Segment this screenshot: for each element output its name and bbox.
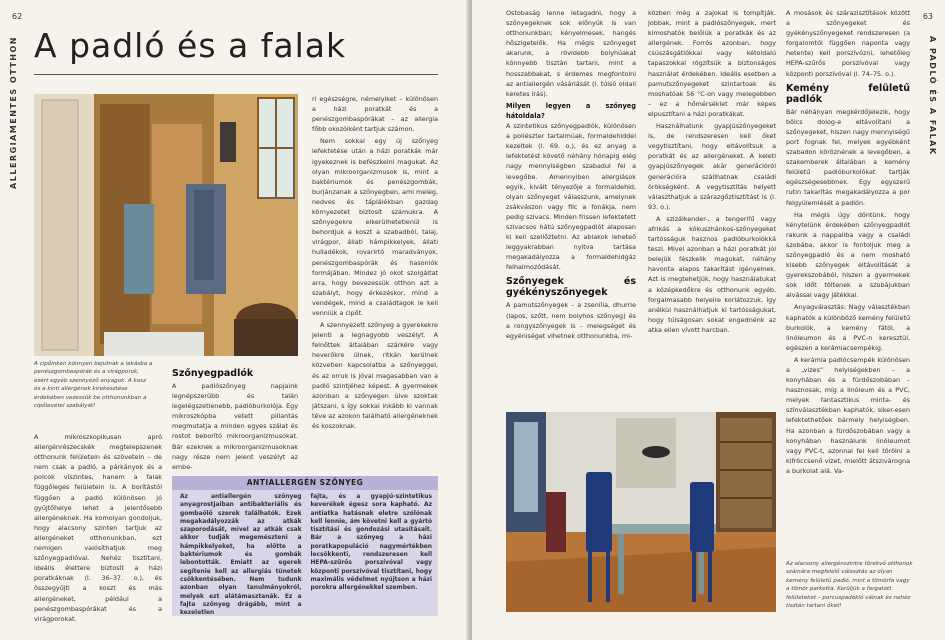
paragraph: A szizálkender-, a tengerifű vagy afrikás a kókuszhánkos-szőnyegeket tartósságuk hasznos padlóburkolókká teszi. Mivel azonban a házi poratkát jól belejük fészkelik magukat, néhány havonta alapos takarítást igényelnek. Azt is megtehetjük, hogy használatukat a középkedőkre és otthonunk egyéb, forgalmasabb helyeire korlátozzuk, így anélkül használhatjuk ki tartósságukat, hogy túlságosan sokat engednénk az atka ellen vívott harcban. xyxy=(648,214,776,334)
paragraph: Ha mégis úgy döntünk, hogy kénytelünk érdekében szőnyegpadlót rakunk a nappaliba vagy a családi szobába, akkor is fontoljuk meg a szőnyegpadló és a nem mosható kisebb szőnyegek eltávolítását a gyerekszobából, hiszen a gyermekek sok időt töltenek a szobájukban alvással vagy játékkal. xyxy=(786,210,910,300)
paragraph: Anyagválasztás: Nagy választékban kaphatók a különböző kemény felületű burkolók, a kemény fától, a linóleumon és a PVC-n keresztül, egészen a kerámiacsempékig. xyxy=(786,303,910,352)
paragraph: A szennyezett szőnyeg a gyerekekre jelenti a legnagyobb veszélyt. A felnőttek általában szárkére vagy heverőkre ülnek, ritkán kerülnek közvetlen kapcsolatba a szőnyeggel, és az orruk is jóval magasabban van a padló szintjéhez képest. A gyermekek azonban a szőnyegen ülve szoktak játszani, s így sokkal inkább ki vannak téve az azokon található allergéneknek és koszoknak. xyxy=(312,321,438,430)
right-col-2 xyxy=(648,8,776,337)
paragraph: Használhatunk gyapjúszőnyegeket is, de rendszeresen kell őket vegytisztítani, hogy eltávolítsuk a poratkát és az allergéneket. A keleti gyapjúszőnyegek akár generációról generációra szállhatnak családi örökségként. A vegytisztítás helyett választhatjuk a szárazgőztisztítást is (l. 93. o.). xyxy=(648,122,776,211)
paragraph: ri egészségre, némelyiket – különösen a házi poratkát és a penészgombaspórákat – az allergia főbb okozóiként tartjuk számon. xyxy=(312,95,438,134)
left-col-1 xyxy=(34,432,162,626)
box-col-right: fajta, és a gyapjú-szintetikus keverékek égesz sora kapható. Az antiatka hatásnak eletre szólónak kell lennie, ám követni kell a gyártó tisztítási és gondozási utasításait. Bár a szőnyeg a házi poratkapopuláció nagymértékben lecsökkenti, rendszeresen kell HEPA-szűrős porszívóval vagy központi porszívóval tisztítani, hogy maximális védelmet nyújtson a házi porokra allergénekkel szemben. xyxy=(310,494,432,592)
paragraph: A pamutszőnyegek – a zsenília, dhurrie (lapos, szőtt, nem bolyhos szőnyeg) és a rongyszőnyegek is – melegséget és egyéniséget vihetnek otthonunkba, mi- xyxy=(506,301,636,340)
page-title: A padló és a falak xyxy=(34,26,347,65)
right-col-3 xyxy=(786,8,910,478)
running-head: ALLERGIAMENTES OTTHON xyxy=(9,36,18,189)
photo-caption: A cipőinken könnyen bejutnak a lakásba a penészgombaspórák és a virágporok, ezért egyéb szennyező anyagok. A kosz és a kinti allergének kirekesztése érdekében vezessük be otthonunkban a cipőlevétel szabályát! xyxy=(34,361,153,410)
section-heading: Kemény felületű padlók xyxy=(786,82,910,105)
title-rule xyxy=(34,74,438,75)
antiallergen-carpet-box xyxy=(172,476,438,616)
paragraph: A padlószőnyeg napjaink legnépszerűbb és talán legelégszetlenebb, padlóburkolója. Egy mikroszkópba vetett pillantás megmutatja a minden egyes szálat és rostot beborító mikroorganizmusokat. Bár ezeknek a mikroorganizmusoknak nagy része nem jelent veszélyt az embe- xyxy=(172,382,298,471)
paragraph: A kerámia padlócsempék különösen a „vizes” helyiségekben – a konyhában és a fürdőszobában – hasznosak, míg a linóleum és a PVC, melyek fantasztikus minta- és színválasztékban kaphatók, siker-esen lefektethetőek bármely helyiségben. Ha azonban a fürdőszobában vagy a konyhában használunk linóleumot vagy PVC-t, azonnal fel kell törölni a kifröccsenő vizet, mielőtt átszivárogna a burkolat alá. Va- xyxy=(786,355,910,475)
box-col-left: Az antiallergén szőnyeg anyagrostjaiban antibakteriális és gombaölő szerek találhatók. Ezek megakadályozzák az atkák szaporodását, mivel az atkák csak akkor tudják megemészteni a hámpikkelyeket, ha előtte a baktériumok és gombák lebontották. Emiatt az egerek segítenie kell az allergiás tünetek csökkentésében. Nem tudunk azonban olyan tanulmányokról, melyek ezt alátámasztanák. Ez a fajta szőnyeg drágább, mint a kezeletlen xyxy=(180,494,302,617)
left-col-2 xyxy=(172,364,298,474)
right-col-1 xyxy=(506,8,636,343)
page-number: 62 xyxy=(12,12,23,21)
section-heading: Szőnyegpadlók xyxy=(172,368,254,379)
paragraph: A szintetikus szőnyegpadlók, különösen a poliészter tartalmúak, formaldehiddel kezeltek (l. 69. o.), és ez anyag a lefektetést követő néhány hónapig elég nagy mennyiségben szabadul fel a levegőbe. Amennyiben allergiások egyik, kivált tényezője a formaldehid, olyan szőnyeget válasszunk, amelynek zsákvászon vagy filc a fonákja, nem pedig szivacs. Minden frissen lefektetett szivacsos hátú szőnyegpadlót alaposan ki kell szellőztetni. Az ablakok leheteő leggyakrabban nyitva tartása megakadályozza a formaldehidgáz felhalmozódását. xyxy=(506,122,636,272)
paragraph: Bár néhányan megkérdőjelezik, hogy bölcs dolog-e eltávolítani a szőnyegeket, hiszen nagy mennyiségű port fognak fel, melyek egyébként szabadon köröznének a levegőben, a szakemberek általában a kemény felületű padlóburkolókat tartják egészségesebbnek. Egy egyszerű rutin takarítás megakadályozza a por felgyülemlését a padlón. xyxy=(786,107,910,207)
paragraph: A mikroszkopikusan apró allergénrészecskék megtelepszenek otthonunk felületein és szövetein – de nem csak a padló, a párkányok és a polcok víszintes, hanem a falak függőleges felületein is. A borítástól függően a padló különösen jó gyűjtőhelye lehet a jelentősebb allergéneknek. Ha komolyan gondoljuk, hogy alacsony szinten tartjuk az allergéneket otthonunkban, ezt nemigen valósíthatjuk meg szőnyegpadlóval. Nehéz tisztítani, ideális élettere biztosít a házi poratkáknak (l. 36–37. o.), és összegyűjti a koszt és más allergéneket, például a penészgombaspórákat és a virágporokat. xyxy=(34,433,162,623)
right-page xyxy=(472,0,945,640)
paragraph: Ostobaság lenne letagadni, hogy a szőnyegeknek sok előnyük is van otthonunkban; kényelmesek, hangés hőszigetelők. Ha mégis szőnyeget akarunk, a rövidebb bolyhúakat könnyebb tisztán tartani, mint a hosszabbakat, s érdemes megfontolni az antiallergén vásárlását (l. túlsó oldali keretes írás). xyxy=(506,9,636,98)
paragraph: Nem sokkal egy új szőnyeg lefektetése után a házi poratkák már igyekeznek is befészkelni magukat. Az olyan mikroorganizmusok is, mint a baktériumok és penészgombák, burjánzanak a szőnyegben, ami meleg, nedves és táplálékban gazdag környezetet biztosít számukra. A szőnyegekre elkerülhetetlenül is behordjuk a koszt a szabadból, talaj, virágpor, állati hámpikkelyek, állati hulladékok, rovarirtó maradványok, penészgombaspórák és hasonlók formájában. Mindez jó okot szolgáltat arra, hogy bevezessük otthon azt a szabályt, hogy érkezéskor, mind a vendégek, mind a családtagok le kell venniük a cipőt. xyxy=(312,137,438,317)
section-heading: Szőnyegek és gyékényszőnyegek xyxy=(506,276,636,299)
paragraph: közben még a zajokat is tompítják. Jobbak, mint a padlószőnyegek, mert kimoshatók belőlük a poratkák és az allergének. Forrós azonban, hogy csúszásgátlókkal vagy kétoldalú tapaszokkal rögzítsük a biztonságos használat érdekében. Ideális esetben a pamutszőnyegeket szintartoak és moshatóak 56 °C-on vagy melegebben – ez a hőmérséklet már képes elpusztítani a házi poratkákat. xyxy=(648,9,776,118)
dining-room-photo xyxy=(506,412,776,612)
box-heading: ANTIALLERGÉN SZŐNYEG xyxy=(172,476,438,490)
box-body xyxy=(180,493,432,617)
page-number: 63 xyxy=(922,12,933,21)
paragraph: A mosások és szárazisztítások között a szőnyegeket és gyékényszőnyegeket rendszeresen (a forgalomtól függően naponta vagy hetente) kell porszívózni, lehetőleg HEPA-szűrős porszívóval vagy központi porszívóval (l. 74–75. o.). xyxy=(786,9,910,78)
subheading: Milyen legyen a szőnyeg hátoldala? xyxy=(506,101,636,120)
left-col-3 xyxy=(312,94,438,433)
running-head: A PADLÓ ÉS A FALAK xyxy=(928,36,937,156)
hallway-photo xyxy=(34,94,298,356)
photo-caption: Az alacsony allergénszintre törekvő otthonok számára megfelelő választás az olyan kemény felületű padló, mint a tömörfa vagy a tömör parketta. Kerüljük a forgatott felületeket – porcuspadékló válnak és nehéz tisztán tartani őket! xyxy=(786,561,913,610)
left-page xyxy=(0,0,470,640)
